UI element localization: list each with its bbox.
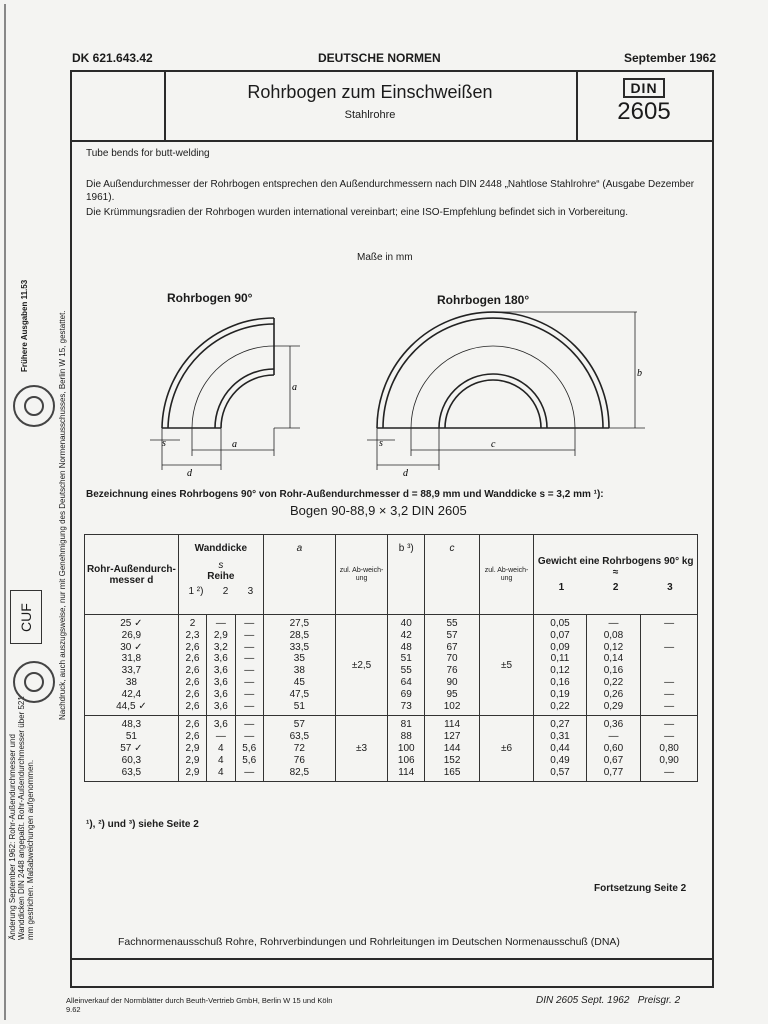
table-cell: 42 [400,629,412,641]
table-cell: 26,9 [121,629,142,641]
bend-90-title: Rohrbogen 90° [167,291,253,305]
table-cell: — [664,676,675,688]
table-cell [641,630,697,642]
col-a-tol: ±2,5 [335,615,387,716]
table-cell: 35 [293,653,305,665]
table-cell: 81 [400,719,412,731]
header-c: c [425,535,480,615]
table-cell: 33,5 [289,641,310,653]
table-cell: 33,7 [121,665,142,677]
table-cell: 55 [446,618,458,629]
col-c-tol: ±5 [479,615,534,716]
continued-note: Fortsetzung Seite 2 [594,883,687,894]
table-cell: 3,2 [213,641,228,653]
table-cell: 47,5 [289,688,310,700]
title-block [70,70,714,142]
stamp-box [10,590,42,644]
table-cell: 4 [218,754,224,766]
footer-left [66,996,332,1014]
margin-earlier-editions: Frühere Ausgaben 11.53 [20,279,29,372]
table-cell: 76 [446,665,458,677]
table-cell: 2,9 [213,629,228,641]
header-a-tolerance: zul. Ab-weich-ung [335,535,387,615]
table-cell [641,653,697,665]
table-cell: 95 [446,688,458,700]
table-cell: 0,26 [603,688,624,700]
table-cell: 0,16 [603,665,624,677]
table-cell: 27,5 [289,618,310,629]
col-w1 [534,615,586,716]
header-line [70,48,716,68]
table-cell: 127 [443,731,461,743]
table-cell: 0,12 [550,665,570,677]
col-s3 [235,615,263,716]
table-cell: — [244,731,255,743]
table-cell: 114 [444,719,461,731]
table-cell: 2,9 [185,766,200,778]
table-cell: 57 [446,629,458,641]
table-cell: — [215,618,226,629]
dk-number: DK 621.643.42 [72,51,153,65]
table-cell: — [215,731,226,743]
table-cell: — [244,665,255,677]
col-w2 [586,615,641,716]
units-note: Maße in mm [357,252,413,263]
col-c [425,716,480,782]
table-cell: 76 [293,754,305,766]
table-cell: 63,5 [121,766,142,778]
table-cell: 0,49 [550,754,570,766]
col-c-tol: ±6 [479,716,534,782]
table-cell: 102 [443,700,461,712]
col-c [425,615,480,716]
table-cell: 3,6 [213,676,228,688]
table-cell: — [664,700,675,712]
dimensions-table [84,534,698,782]
table-cell: 0,31 [550,731,570,743]
english-title: Tube bends for butt-welding [86,148,210,159]
col-b [388,615,425,716]
table-cell: — [244,766,255,778]
table-cell: 70 [446,653,458,665]
table-cell: 31,8 [121,653,142,665]
table-cell: 2,6 [185,641,200,653]
table-cell: 3,6 [213,719,228,731]
col-s2 [207,716,235,782]
table-cell: 38 [125,676,137,688]
table-cell: 4 [218,742,224,754]
table-cell: 2,6 [185,665,200,677]
table-cell: 3,6 [213,688,228,700]
table-cell: 0,11 [550,653,570,665]
table-cell: — [244,618,255,629]
header-date: September 1962 [623,51,716,65]
table-cell: 0,07 [550,629,570,641]
table-cell: 100 [397,742,415,754]
stamp-text: CUF [18,603,34,632]
col-b [388,716,425,782]
margin-reprint-note: Nachdruck, auch auszugsweise, nur mit Genehmigung des Deutschen Normenausschusses, Berlin W 15, gestattet. [58,310,67,720]
table-cell: 63,5 [289,731,310,743]
col-a-tol: ±3 [335,716,387,782]
intro-paragraph-2: Die Krümmungsradien der Rohrbogen wurden international vereinbart; eine ISO-Empfehlung befindet sich in Vorbereitung. [86,207,628,218]
table-cell: — [664,618,675,629]
circular-stamp-top [8,380,60,432]
table-cell: 44,5 ✓ [116,700,147,712]
table-cell: 0,44 [550,742,570,754]
col-w2 [586,716,641,782]
table-cell: 25 ✓ [120,618,143,629]
table-cell: 30 ✓ [120,641,143,653]
table-cell: 73 [400,700,412,712]
table-cell: 88 [400,731,412,743]
header-center: DEUTSCHE NORMEN [318,51,441,65]
table-cell: 3,6 [213,653,228,665]
table-group-2 [85,716,698,782]
table-cell: 165 [443,766,461,778]
table-cell: 0,57 [550,766,570,778]
table-cell: 48,3 [121,719,142,731]
table-cell: 3,6 [213,700,228,712]
bend180-label-d: d [403,468,408,479]
table-cell: 0,36 [603,719,624,731]
committee-line: Fachnormenausschuß Rohre, Rohrverbindungen und Rohrleitungen im Deutschen Normenausschuß (DNA) [118,936,620,948]
table-cell: 0,08 [603,629,624,641]
table-cell: — [608,618,619,629]
header-c-tolerance: zul. Ab-weich-ung [479,535,534,615]
table-cell: 5,6 [242,742,257,754]
table-cell: 40 [400,618,412,629]
din-number: 2605 [617,98,671,125]
table-cell: — [244,719,255,731]
document-title: Rohrbogen zum Einschweißen [247,82,493,102]
bend-180-drawing [365,310,655,480]
document-subtitle: Stahlrohre [344,109,396,121]
table-cell: 4 [218,766,224,778]
col-s2 [207,615,235,716]
bend180-label-s: s [379,438,383,449]
table-cell: 72 [293,742,305,754]
table-cell: 0,16 [550,676,570,688]
col-s1 [178,615,206,716]
table-cell: — [244,700,255,712]
bend90-label-d: d [187,468,192,479]
col-s3 [235,716,263,782]
table-cell: — [664,688,675,700]
bend90-label-s: s [162,438,166,449]
margin-change-note: Änderung September 1962: Rohr-Außendurchmesser und Wanddicken DIN 2448 angepaßt. Rohr-Außendurchmesser über 521 mm gestrichen. Maßabweichungen aufgenommen. [8,696,35,940]
table-cell: — [664,719,675,731]
table-cell: 48 [400,641,412,653]
table-cell: 0,67 [603,754,624,766]
table-cell: 0,90 [659,754,679,766]
table-cell: 0,19 [550,688,570,700]
header-diameter: Rohr-Außendurch-messer d [85,535,179,615]
table-cell: 152 [443,754,461,766]
col-s1 [178,716,206,782]
bend90-label-a-bottom: a [232,439,237,450]
table-cell: 114 [398,766,415,778]
footnote-reference: ¹), ²) und ³) siehe Seite 2 [86,819,199,830]
bend-180-title: Rohrbogen 180° [437,293,530,307]
col-d [85,615,179,716]
col-a [263,716,335,782]
table-cell: 0,29 [603,700,624,712]
col-w3 [641,716,698,782]
col-a [263,615,335,716]
table-cell: — [244,641,255,653]
col-w3 [641,615,698,716]
table-cell: 106 [397,754,415,766]
footer-rule [70,958,714,998]
table-cell: — [244,688,255,700]
table-cell: 2,9 [185,754,200,766]
table-cell: 5,6 [242,754,257,766]
intro-paragraph-1: Die Außendurchmesser der Rohrbogen entsprechen den Außendurchmessern nach DIN 2448 „Nahtlose Stahlrohre“ (Ausgabe Dezember 1961). [86,179,695,203]
table-cell: 144 [443,742,461,754]
table-cell: 51 [125,731,137,743]
table-cell: 51 [293,700,305,712]
table-cell: 0,09 [550,641,570,653]
table-cell: 0,22 [550,700,570,712]
table-cell: 57 [293,719,305,731]
table-cell: 28,5 [289,629,310,641]
table-header-row [85,535,698,615]
header-a: a [263,535,335,615]
table-cell: — [664,766,675,778]
table-cell: 2,6 [185,688,200,700]
din-logo: DIN [623,78,664,98]
table-cell: 0,27 [550,719,570,731]
table-cell: 0,05 [550,618,570,629]
table-cell: 42,4 [121,688,142,700]
title-empty-cell [70,70,166,140]
table-cell: 0,22 [603,676,624,688]
table-cell: 0,14 [603,653,624,665]
table-cell: 90 [446,676,458,688]
designation-example: Bogen 90-88,9 × 3,2 DIN 2605 [290,503,467,518]
table-cell: — [244,629,255,641]
table-cell: 55 [400,665,412,677]
footer-code: 9.62 [66,1005,81,1014]
din-cell [576,70,712,140]
table-cell: 57 ✓ [120,742,143,754]
bend90-label-a-side: a [292,382,297,393]
table-cell: — [608,731,619,743]
bend180-label-c: c [491,439,496,450]
table-cell: 45 [293,676,305,688]
table-cell [641,665,697,677]
table-cell: 2,9 [185,742,200,754]
header-wall: Wanddicke s Reihe 1 ²) 2 3 [178,535,263,615]
table-cell: — [244,653,255,665]
table-cell: — [244,676,255,688]
table-cell: 2,6 [185,719,200,731]
table-cell: 67 [446,641,458,653]
circular-stamp-bottom [8,656,60,708]
table-cell: 2,6 [185,731,200,743]
table-cell: 0,80 [659,742,679,754]
table-cell: 82,5 [289,766,310,778]
table-cell: 60,3 [121,754,142,766]
table-cell: 2,6 [185,676,200,688]
table-cell: — [664,641,675,653]
table-cell: 64 [400,676,412,688]
table-cell: 2,3 [185,629,200,641]
table-cell: 3,6 [213,665,228,677]
footer-right: DIN 2605 Sept. 1962 Preisgr. 2 [536,995,681,1006]
table-cell: 2,6 [185,700,200,712]
table-cell: 2,6 [185,653,200,665]
bend180-label-b: b [637,368,642,379]
scan-edge-line [4,4,6,1020]
col-d [85,716,179,782]
header-weight: Gewicht eine Rohrbogens 90° kg ≈ 1 2 3 [534,535,698,615]
footer-seller: Alleinverkauf der Normblätter durch Beuth-Vertrieb GmbH, Berlin W 15 und Köln [66,996,333,1005]
table-cell: 0,12 [603,641,624,653]
designation-line: Bezeichnung eines Rohrbogens 90° von Rohr-Außendurchmesser d = 88,9 mm und Wanddicke s = 3,2 mm ¹): [86,489,604,500]
table-cell: 51 [400,653,412,665]
table-cell: 69 [400,688,412,700]
col-w1 [534,716,586,782]
table-cell: 0,60 [603,742,624,754]
table-cell: — [664,731,675,743]
bend-90-drawing [140,310,320,480]
table-group-1 [85,615,698,716]
table-cell: 0,77 [603,766,624,778]
header-b: b ³) [388,535,425,615]
table-cell: 38 [293,665,305,677]
title-cell [164,70,578,140]
table-cell: 2 [189,618,196,629]
